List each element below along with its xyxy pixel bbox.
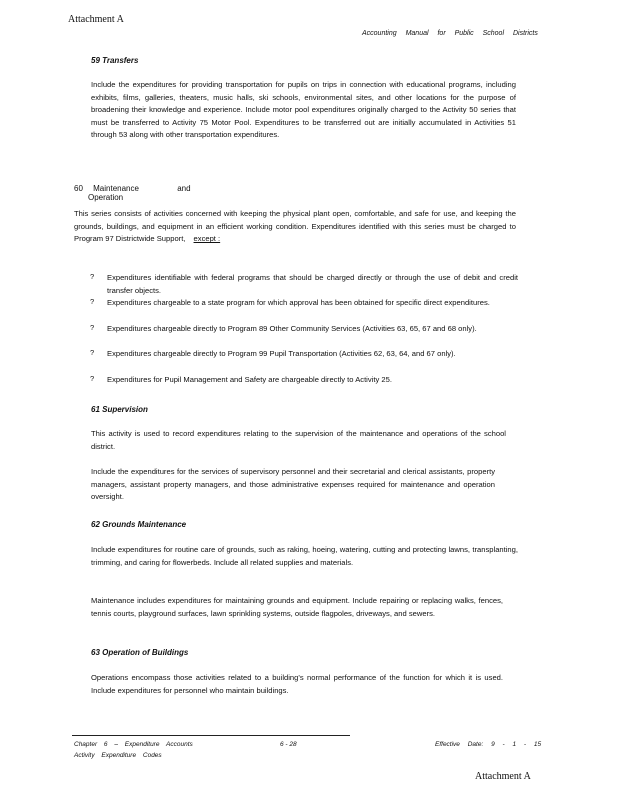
footer-activity: Activity Expenditure Codes [74,752,162,759]
section-60-title-a: Maintenance [93,184,139,193]
section-59-paragraph: Include the expenditures for providing transportation for pupils on trips in connection with educational programs, including exhibits, films, galleries, theaters, music halls, ski schools, environmental sites, and other locations for the purpose of broadening their knowledge and experience. Include motor pool expenditures originally charged to the Activity 50 series that must be transferred to Activity 75 Motor Pool. Expenditures to be transferred out are initially accumulated in Activities 51 through 53 along with other transportation expenditures. [91,80,516,140]
bullet-text: Expenditures chargeable directly to Program 89 Other Community Services (Activities 63, 65, 67 and 68 only). [107,324,477,333]
footer-chapter: Chapter 6 – Expenditure Accounts [74,741,193,748]
footer-rule [72,735,350,736]
bullet-marker: ? [90,297,95,306]
bullet-text: Expenditures chargeable directly to Program 99 Pupil Transportation (Activities 62, 63, 64, and 67 only). [107,349,456,358]
attachment-label-top: Attachment A [68,14,124,25]
section-60-title-b: and [177,184,191,193]
bullet-marker: ? [90,272,95,281]
section-59-heading: 59 Transfers [91,56,139,65]
manual-header: Accounting Manual for Public School Districts [362,30,538,37]
section-61-paragraph-1: This activity is used to record expenditures relating to the supervision of the maintenance and operations of the school district. [91,429,506,451]
bullet-text: Expenditures identifiable with federal programs that should be charged directly or through the use of debit and credit transfer objects. [107,273,518,295]
section-60-heading [74,184,234,202]
section-60-paragraph [74,208,516,246]
section-60-number: 60 [74,184,83,193]
section-61-paragraph-2: Include the expenditures for the services of supervisory personnel and their secretarial and clerical assistants, property managers, assistant property managers, and those administrative expenses required for maintenance and operation oversight. [91,467,495,502]
bullet-marker: ? [90,374,95,383]
bullet-item [90,323,520,348]
section-60-bullet-list [90,272,520,388]
section-60-main-text: This series consists of activities concerned with keeping the physical plant open, comfortable, and safe for use, and keeping the grounds, buildings, and equipment in an efficient working condition. Expenditures identified with this series must be charged to Program 97 Districtwide Support, [74,209,516,244]
section-63-paragraph: Operations encompass those activities related to a building's normal performance of the function for which it is used. Include expenditures for personnel who maintain buildings. [91,673,503,695]
footer-effective-date: Effective Date: 9 - 1 - 15 [435,741,542,748]
section-62-heading: 62 Grounds Maintenance [91,520,187,529]
section-60-title-c: Operation [88,193,124,202]
bullet-text: Expenditures for Pupil Management and Safety are chargeable directly to Activity 25. [107,375,392,384]
section-60-except: except : [193,234,221,244]
footer-page-number: 6 - 28 [280,741,297,748]
bullet-text: Expenditures chargeable to a state program for which approval has been obtained for specific direct expenditures. [107,298,490,307]
bullet-item [90,374,520,388]
bullet-item [90,272,520,297]
bullet-item [90,297,520,323]
section-62-paragraph-1: Include expenditures for routine care of grounds, such as raking, hoeing, watering, cutting and protecting lawns, transplanting, trimming, and caring for flowerbeds. Include all related supplies and materials. [91,545,518,567]
section-62-paragraph-2: Maintenance includes expenditures for maintaining grounds and equipment. Include repairing or replacing walks, fences, tennis courts, playground surfaces, lawn sprinkling systems, outside flagpoles, driveways, and sewers. [91,596,503,618]
section-63-heading: 63 Operation of Buildings [91,648,189,657]
bullet-item [90,348,520,374]
section-61-heading: 61 Supervision [91,405,148,414]
bullet-marker: ? [90,348,95,357]
attachment-label-bottom: Attachment A [475,771,531,782]
bullet-marker: ? [90,323,95,332]
